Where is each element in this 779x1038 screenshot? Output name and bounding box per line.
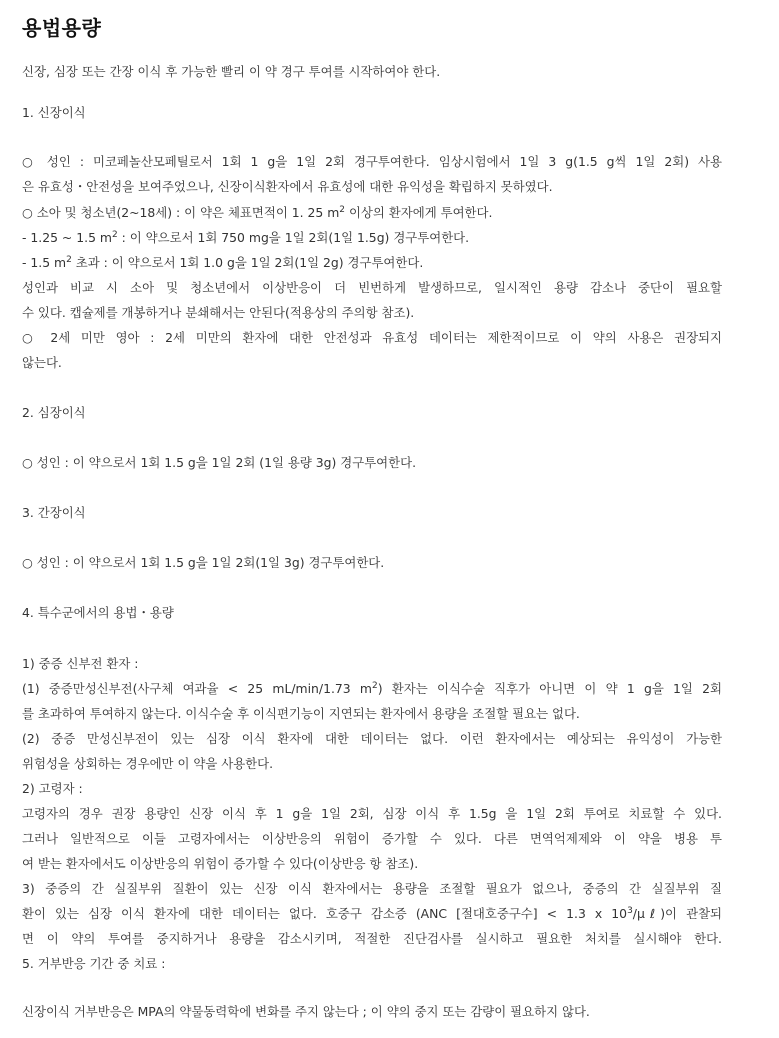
section-heading-rejection: 5. 거부반응 기간 중 치료 : <box>22 956 166 971</box>
paragraph-line: 1) 중증 신부전 환자 : <box>22 656 139 671</box>
section-heading-kidney: 1. 신장이식 <box>22 105 86 120</box>
paragraph-line: 신장이식 거부반응은 MPA의 약물동력학에 변화를 주지 않는다 ; 이 약의 중지 또는 감량이 필요하지 않다. <box>22 1004 590 1019</box>
paragraph-line: 환이 있는 심장 이식 환자에 대한 데이터는 없다. 호중구 감소증 (ANC [절대호중구수] < 1.3 x $10^3/\mu\ell$)이 관찰되 <box>22 906 722 921</box>
intro-text: 신장, 심장 또는 간장 이식 후 가능한 빨리 이 약 경구 투여를 시작하여야 한다. <box>22 64 441 79</box>
page-title: 용법용량 <box>22 16 102 40</box>
paragraph-line: 은 유효성・안전성을 보여주었으나, 신장이식환자에서 유효성에 대한 유익성을 확립하지 못하였다. <box>22 179 553 194</box>
paragraph-line: ○ 성인 : 이 약으로서 1회 1.5 g을 1일 2회 (1일 용량 3g) 경구투여한다. <box>22 455 417 470</box>
paragraph-line: 수 있다. 캡슐제를 개봉하거나 분쇄해서는 안된다(적용상의 주의항 참조). <box>22 305 415 320</box>
section-heading-special: 4. 특수군에서의 용법・용량 <box>22 605 174 620</box>
paragraph-line: (1) 중증만성신부전(사구체 여과율 < 25 mL/min/1.73 $m^2$) 환자는 이식수술 직후가 아니면 이 약 1 g을 1일 2회 <box>22 681 722 696</box>
section-heading-heart: 2. 심장이식 <box>22 405 86 420</box>
paragraph-line: 면 이 약의 투여를 중지하거나 용량을 감소시키며, 적절한 진단검사를 실시하고 필요한 처치를 실시해야 한다. <box>22 931 722 946</box>
paragraph-line: ○ 성인 : 이 약으로서 1회 1.5 g을 1일 2회(1일 3g) 경구투여한다. <box>22 555 385 570</box>
paragraph-line: 그러나 일반적으로 이들 고령자에서는 이상반응의 위험이 증가할 수 있다. 다른 면역억제제와 이 약을 병용 투 <box>22 831 722 846</box>
paragraph-line: 를 초과하여 투여하지 않는다. 이식수술 후 이식편기능이 지연되는 환자에서 용량을 조절할 필요는 없다. <box>22 706 580 721</box>
paragraph-line: ○ 2세 미만 영아 : 2세 미만의 환자에 대한 안전성과 유효성 데이터는 제한적이므로 이 약의 사용은 권장되지 <box>22 330 722 345</box>
paragraph-line: (2) 중증 만성신부전이 있는 심장 이식 환자에 대한 데이터는 없다. 이런 환자에서는 예상되는 유익성이 가능한 <box>22 731 722 746</box>
paragraph-line: 않는다. <box>22 355 62 370</box>
paragraph-line: 고령자의 경우 권장 용량인 신장 이식 후 1 g을 1일 2회, 심장 이식 후 1.5g 을 1일 2회 투여로 치료할 수 있다. <box>22 806 722 821</box>
paragraph-line: - 1.25 ~ 1.5 $m^2$ : 이 약으로서 1회 750 mg을 1일 2회(1일 1.5g) 경구투여한다. <box>22 230 470 245</box>
paragraph-line: 2) 고령자 : <box>22 781 83 796</box>
section-heading-liver: 3. 간장이식 <box>22 505 86 520</box>
paragraph-line: ○ 성인 : 미코페놀산모페틸로서 1회 1 g을 1일 2회 경구투여한다. 임상시험에서 1일 3 g(1.5 g씩 1일 2회) 사용 <box>22 154 722 169</box>
paragraph-line: 여 받는 환자에서도 이상반응의 위험이 증가할 수 있다(이상반응 항 참조). <box>22 856 419 871</box>
paragraph-line: ○ 소아 및 청소년(2~18세) : 이 약은 체표면적이 1. 25 $m^2$ 이상의 환자에게 투여한다. <box>22 205 493 220</box>
paragraph-line: 위험성을 상회하는 경우에만 이 약을 사용한다. <box>22 756 274 771</box>
paragraph-line: 성인과 비교 시 소아 및 청소년에서 이상반응이 더 빈번하게 발생하므로, 일시적인 용량 감소나 중단이 필요할 <box>22 280 722 295</box>
paragraph-line: - 1.5 $m^2$ 초과 : 이 약으로서 1회 1.0 g을 1일 2회(1일 2g) 경구투여한다. <box>22 255 424 270</box>
paragraph-line: 3) 중증의 간 실질부위 질환이 있는 신장 이식 환자에서는 용량을 조절할 필요가 없으나, 중증의 간 실질부위 질 <box>22 881 722 896</box>
